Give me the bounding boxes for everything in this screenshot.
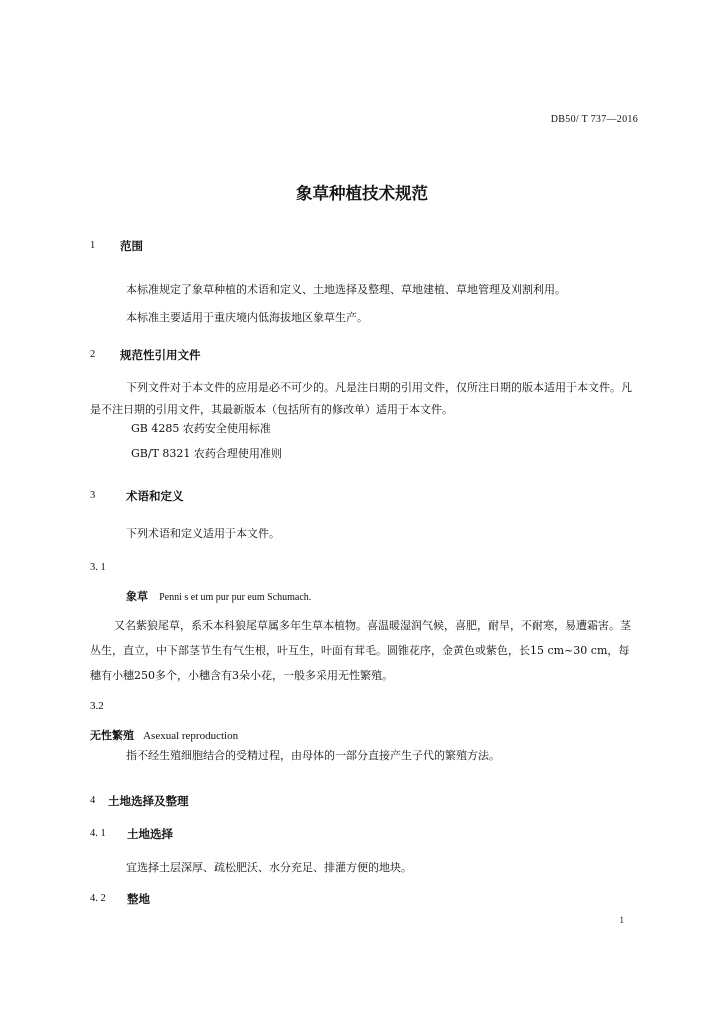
section-4-title: 土地选择及整理: [108, 794, 189, 808]
section-3-title: 术语和定义: [126, 489, 184, 503]
section-1-title: 范围: [120, 239, 143, 253]
page-number: 1: [619, 915, 624, 925]
term-3-1-definition: 又名紫狼尾草，系禾本科狼尾草属多年生草本植物。喜温暖湿润气候，喜肥，耐旱，不耐寒，易遭霜害。茎丛生，直立，中下部茎节生有气生根，叶互生，叶面有茸毛。圆锥花序，金黄色或紫色，长15 cm~30 cm，每穗有小穗250多个，小穗含有3朵小花，一般多采用无性繁殖。: [90, 619, 631, 682]
section-1-paragraph-1: 本标准规定了象草种植的术语和定义、土地选择及整理、草地建植、草地管理及刈割利用。: [126, 283, 566, 296]
term-3-1-number: 3. 1: [90, 562, 106, 573]
section-3-paragraph: 下列术语和定义适用于本文件。: [126, 527, 280, 540]
document-title: 象草种植技术规范: [296, 184, 428, 203]
term-3-1-heading: [126, 585, 311, 604]
reference-gbt8321: GB/T 8321 农药合理使用准则: [131, 447, 282, 460]
subsection-4-1-title: 土地选择: [127, 827, 173, 841]
subsection-4-2-title: 整地: [127, 892, 150, 906]
reference-gb4285: GB 4285 农药安全使用标准: [131, 422, 271, 435]
subsection-4-1-number: 4. 1: [90, 828, 106, 839]
section-4-number: 4: [90, 795, 96, 806]
section-3-number: 3: [90, 490, 96, 501]
term-3-1-latin: Penni s et um pur pur eum Schumach.: [159, 592, 312, 603]
term-3-1-chinese: 象草: [126, 590, 148, 603]
section-1-number: 1: [90, 240, 96, 251]
section-1-paragraph-2: 本标准主要适用于重庆境内低海拔地区象草生产。: [126, 311, 368, 324]
term-3-2-heading: [90, 724, 238, 743]
term-3-2-chinese: 无性繁殖: [90, 729, 134, 742]
term-3-2-number: 3.2: [90, 700, 104, 712]
term-3-2-english: Asexual reproduction: [143, 730, 239, 742]
standard-code: DB50/ T 737—2016: [550, 114, 638, 125]
subsection-4-2-number: 4. 2: [90, 893, 106, 904]
section-2-title: 规范性引用文件: [120, 348, 201, 362]
section-2-paragraph: 下列文件对于本文件的应用是必不可少的。凡是注日期的引用文件，仅所注日期的版本适用于本文件。凡是不注日期的引用文件，其最新版本（包括所有的修改单）适用于本文件。: [90, 381, 632, 416]
term-3-2-definition: 指不经生殖细胞结合的受精过程，由母体的一部分直接产生子代的繁殖方法。: [126, 749, 500, 762]
section-2-number: 2: [90, 349, 96, 360]
subsection-4-1-paragraph: 宜选择土层深厚、疏松肥沃、水分充足、排灌方便的地块。: [126, 861, 412, 874]
